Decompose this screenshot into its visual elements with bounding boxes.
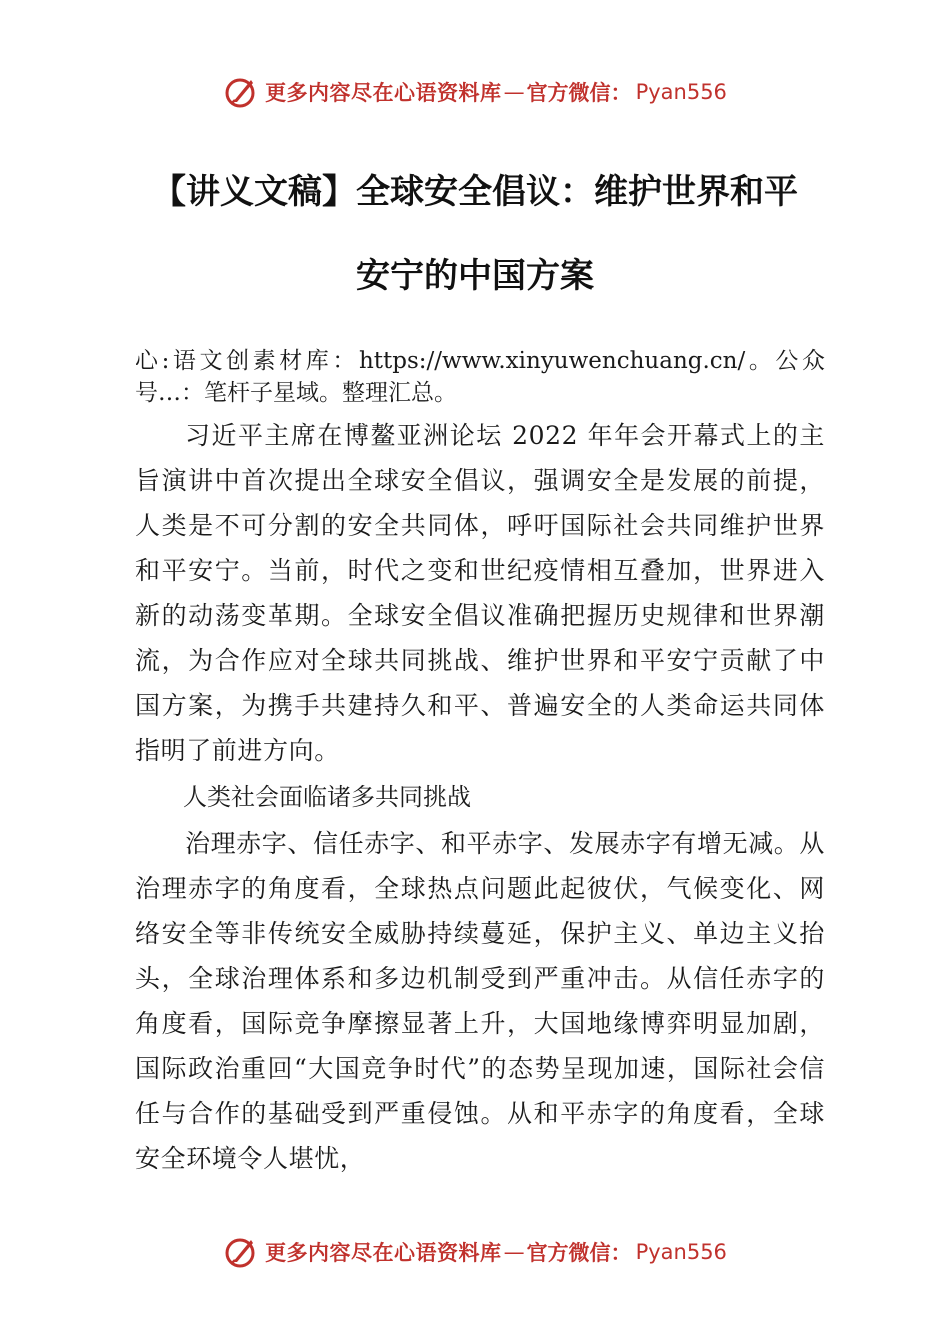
source-line: 心:语文创素材库：https://www.xinyuwenchuang.cn/。公众号…：笔杆子星域。整理汇总。	[135, 348, 825, 406]
banner-contact-label: 官方微信：	[526, 1241, 632, 1265]
red-quill-icon	[223, 1234, 259, 1270]
title-line-1: 【讲义文稿】全球安全倡议：维护世界和平	[152, 172, 798, 212]
banner-wechat-id: Pyan556	[635, 1240, 727, 1264]
document-title	[130, 150, 820, 318]
section-heading: 人类社会面临诸多共同挑战	[183, 783, 471, 811]
title-line-2: 安宁的中国方案	[356, 256, 594, 296]
body-paragraph: 习近平主席在博鳌亚洲论坛 2022 年年会开幕式上的主旨演讲中首次提出全球安全倡议，强调安全是发展的前提，人类是不可分割的安全共同体，呼吁国际社会共同维护世界和平安宁。当前，时代之变和世纪疫情相互叠加，世界进入新的动荡变革期。全球安全倡议准确把握历史规律和世界潮流，为合作应对全球共同挑战、维护世界和平安宁贡献了中国方案，为携手共建持久和平、普遍安全的人类命运共同体指明了前进方向。	[135, 421, 825, 765]
header-banner	[0, 72, 950, 112]
banner-text: 更多内容尽在心语资料库	[265, 1241, 502, 1265]
document-body	[135, 345, 825, 1181]
banner-dash: —	[503, 1240, 525, 1264]
banner-wechat-id: Pyan556	[635, 80, 727, 104]
body-paragraph: 治理赤字、信任赤字、和平赤字、发展赤字有增无减。从治理赤字的角度看，全球热点问题此起彼伏，气候变化、网络安全等非传统安全威胁持续蔓延，保护主义、单边主义抬头，全球治理体系和多边机制受到严重冲击。从信任赤字的角度看，国际竞争摩擦显著上升，大国地缘博弈明显加剧，国际政治重回“大国竞争时代”的态势呈现加速，国际社会信任与合作的基础受到严重侵蚀。从和平赤字的角度看，全球安全环境令人堪忧，	[135, 829, 826, 1173]
banner-contact-label: 官方微信：	[526, 81, 632, 105]
footer-banner	[0, 1232, 950, 1272]
red-quill-icon	[223, 74, 259, 110]
banner-dash: —	[503, 80, 525, 104]
banner-text: 更多内容尽在心语资料库	[265, 81, 502, 105]
